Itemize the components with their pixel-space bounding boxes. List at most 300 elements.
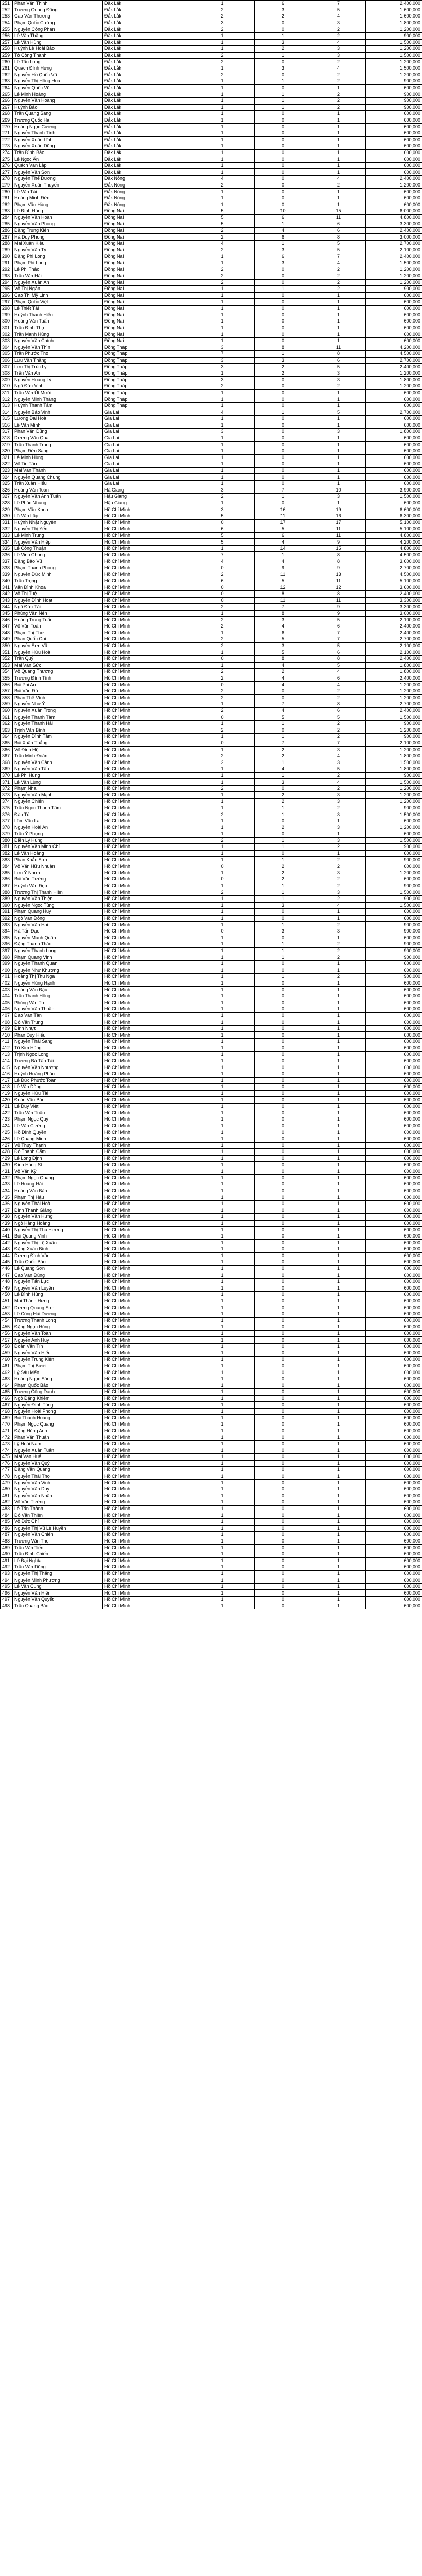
table-row	[1, 1045, 422, 1052]
province-cell: Hồ Chí Minh	[103, 863, 190, 870]
count-a-cell: 1	[190, 1545, 255, 1551]
count-total-cell: 1	[311, 416, 366, 422]
person-name-cell: Trần Đình Chiến	[13, 1551, 103, 1557]
count-a-cell: 2	[190, 26, 255, 33]
amount-cell: 900,000	[366, 772, 422, 779]
table-row	[1, 1207, 422, 1214]
amount-cell: 600,000	[366, 1467, 422, 1473]
table-row	[1, 1324, 422, 1331]
table-row	[1, 1447, 422, 1454]
table-row	[1, 1480, 422, 1486]
row-number-cell: 369	[1, 766, 13, 773]
row-number-cell: 480	[1, 1486, 13, 1493]
count-a-cell: 1	[190, 1350, 255, 1357]
row-number-cell: 378	[1, 824, 13, 831]
row-number-cell: 359	[1, 701, 13, 708]
count-b-cell: 0	[255, 162, 311, 169]
row-number-cell: 280	[1, 189, 13, 195]
count-total-cell: 1	[311, 1155, 366, 1162]
row-number-cell: 438	[1, 1214, 13, 1221]
person-name-cell: Bùi Văn Tường	[13, 876, 103, 883]
count-a-cell: 1	[190, 1402, 255, 1409]
count-a-cell: 1	[190, 1292, 255, 1298]
count-total-cell: 4	[311, 753, 366, 759]
amount-cell: 1,500,000	[366, 811, 422, 818]
person-name-cell: Trần Ngọc Thanh Tâm	[13, 805, 103, 811]
table-row	[1, 1350, 422, 1357]
row-number-cell: 256	[1, 32, 13, 39]
person-name-cell: Phan Duy Hiếu	[13, 1032, 103, 1039]
count-b-cell: 0	[255, 1570, 311, 1577]
count-total-cell: 10	[311, 487, 366, 494]
table-row	[1, 1259, 422, 1266]
person-name-cell: Phạm Thị Bưởi	[13, 1363, 103, 1369]
province-cell: Hồ Chí Minh	[103, 1077, 190, 1084]
count-b-cell: 0	[255, 500, 311, 506]
count-b-cell: 1	[255, 734, 311, 740]
table-row	[1, 1110, 422, 1116]
table-row	[1, 364, 422, 370]
table-row	[1, 1123, 422, 1129]
amount-cell: 600,000	[366, 1103, 422, 1110]
province-cell: Đồng Nai	[103, 260, 190, 266]
count-total-cell: 1	[311, 1382, 366, 1389]
count-a-cell: 1	[190, 1207, 255, 1214]
count-total-cell: 2	[311, 954, 366, 961]
table-row	[1, 720, 422, 727]
province-cell: Đồng Nai	[103, 240, 190, 247]
row-number-cell: 391	[1, 909, 13, 916]
province-cell: Hồ Chí Minh	[103, 883, 190, 889]
row-number-cell: 272	[1, 137, 13, 143]
count-total-cell: 1	[311, 1162, 366, 1168]
table-row	[1, 1116, 422, 1123]
person-name-cell: Hoàng Văn Bản	[13, 1188, 103, 1194]
table-row	[1, 675, 422, 682]
row-number-cell: 345	[1, 610, 13, 617]
amount-cell: 600,000	[366, 1434, 422, 1441]
row-number-cell: 386	[1, 876, 13, 883]
count-b-cell: 0	[255, 1369, 311, 1376]
count-total-cell: 1	[311, 1142, 366, 1149]
province-cell: Hồ Chí Minh	[103, 539, 190, 546]
person-name-cell: Nguyễn Hữu Tài	[13, 1090, 103, 1097]
amount-cell: 900,000	[366, 734, 422, 740]
row-number-cell: 389	[1, 895, 13, 902]
person-name-cell: Phùng Văn Nên	[13, 610, 103, 617]
count-total-cell: 1	[311, 1006, 366, 1013]
province-cell: Đắk Lắk	[103, 72, 190, 78]
amount-cell: 1,800,000	[366, 20, 422, 26]
count-b-cell: 0	[255, 137, 311, 143]
amount-cell: 1,500,000	[366, 260, 422, 266]
table-row	[1, 91, 422, 98]
row-number-cell: 329	[1, 506, 13, 513]
province-cell: Hồ Chí Minh	[103, 1408, 190, 1415]
count-a-cell: 1	[190, 954, 255, 961]
person-name-cell: Điền Lý Hùng	[13, 837, 103, 844]
count-total-cell: 1	[311, 454, 366, 461]
count-total-cell: 1	[311, 1551, 366, 1557]
count-b-cell: 0	[255, 1337, 311, 1344]
province-cell: Hồ Chí Minh	[103, 895, 190, 902]
row-number-cell: 298	[1, 305, 13, 312]
count-b-cell: 3	[255, 902, 311, 909]
count-a-cell: 0	[190, 597, 255, 604]
count-total-cell: 1	[311, 909, 366, 916]
province-cell: Đồng Nai	[103, 331, 190, 338]
row-number-cell: 449	[1, 1285, 13, 1292]
count-a-cell: 1	[190, 1142, 255, 1149]
table-row	[1, 1357, 422, 1363]
count-a-cell: 1	[190, 1337, 255, 1344]
person-name-cell: Nguyễn Xuân Tuấn	[13, 1447, 103, 1454]
count-a-cell: 2	[190, 688, 255, 694]
count-a-cell: 1	[190, 1181, 255, 1188]
count-a-cell: 1	[190, 1415, 255, 1421]
count-b-cell: 0	[255, 429, 311, 435]
row-number-cell: 443	[1, 1246, 13, 1253]
amount-cell: 600,000	[366, 1343, 422, 1350]
person-name-cell: Nguyễn Văn Thuần	[13, 1006, 103, 1013]
person-name-cell: Lê Ngọc Ẩn	[13, 156, 103, 163]
count-a-cell: 1	[190, 1460, 255, 1467]
count-a-cell: 1	[190, 1577, 255, 1584]
amount-cell: 600,000	[366, 1603, 422, 1609]
person-name-cell: Đặng Trung Kiên	[13, 227, 103, 234]
count-a-cell: 1	[190, 1064, 255, 1071]
count-total-cell: 1	[311, 1097, 366, 1104]
province-cell: Hồ Chí Minh	[103, 1343, 190, 1350]
person-name-cell: Nguyễn Xuân Trọng	[13, 707, 103, 714]
table-row	[1, 915, 422, 922]
row-number-cell: 262	[1, 72, 13, 78]
amount-cell: 600,000	[366, 162, 422, 169]
person-name-cell: Đào Văn Tân	[13, 1012, 103, 1019]
count-a-cell: 1	[190, 915, 255, 922]
person-name-cell: Đặng Hùng Anh	[13, 1428, 103, 1434]
table-row	[1, 974, 422, 980]
table-row	[1, 1025, 422, 1032]
count-total-cell: 17	[311, 519, 366, 526]
count-b-cell: 0	[255, 1214, 311, 1221]
count-b-cell: 0	[255, 1240, 311, 1246]
amount-cell: 600,000	[366, 1395, 422, 1402]
count-a-cell: 1	[190, 779, 255, 786]
row-number-cell: 292	[1, 266, 13, 273]
row-number-cell: 395	[1, 935, 13, 941]
count-total-cell: 4	[311, 260, 366, 266]
row-number-cell: 478	[1, 1473, 13, 1480]
count-a-cell: 1	[190, 448, 255, 454]
province-cell: Hồ Chí Minh	[103, 1597, 190, 1603]
count-a-cell: 1	[190, 1525, 255, 1532]
amount-cell: 600,000	[366, 416, 422, 422]
count-b-cell: 1	[255, 889, 311, 896]
count-total-cell: 1	[311, 1252, 366, 1259]
row-number-cell: 486	[1, 1525, 13, 1532]
row-number-cell: 448	[1, 1278, 13, 1285]
table-row	[1, 389, 422, 396]
count-b-cell: 9	[255, 565, 311, 571]
row-number-cell: 322	[1, 461, 13, 468]
amount-cell: 1,500,000	[366, 759, 422, 766]
row-number-cell: 305	[1, 351, 13, 358]
person-name-cell: Nguyễn Hùng Hạnh	[13, 980, 103, 987]
count-b-cell: 0	[255, 337, 311, 344]
row-number-cell: 444	[1, 1252, 13, 1259]
amount-cell: 1,200,000	[366, 870, 422, 876]
count-a-cell: 2	[190, 753, 255, 759]
count-b-cell: 4	[255, 766, 311, 773]
row-number-cell: 336	[1, 552, 13, 558]
count-a-cell: 1	[190, 799, 255, 805]
row-number-cell: 453	[1, 1311, 13, 1317]
province-cell: Hồ Chí Minh	[103, 526, 190, 533]
count-b-cell: 5	[255, 526, 311, 533]
count-a-cell: 2	[190, 889, 255, 896]
count-total-cell: 5	[311, 409, 366, 416]
province-cell: Hồ Chí Minh	[103, 974, 190, 980]
count-a-cell: 2	[190, 182, 255, 189]
row-number-cell: 411	[1, 1039, 13, 1045]
table-row	[1, 1292, 422, 1298]
person-name-cell: Nguyễn Thị Thắng	[13, 1570, 103, 1577]
count-total-cell: 1	[311, 1071, 366, 1077]
province-cell: Hồ Chí Minh	[103, 1136, 190, 1142]
province-cell: Hồ Chí Minh	[103, 1460, 190, 1467]
count-total-cell: 2	[311, 876, 366, 883]
amount-cell: 600,000	[366, 1538, 422, 1545]
count-b-cell: 1	[255, 91, 311, 98]
count-a-cell: 1	[190, 396, 255, 403]
person-name-cell: Huỳnh Thanh Hiếu	[13, 312, 103, 318]
table-row	[1, 753, 422, 759]
province-cell: Đắk Lắk	[103, 91, 190, 98]
amount-cell: 6,600,000	[366, 506, 422, 513]
count-b-cell: 0	[255, 1454, 311, 1461]
count-total-cell: 1	[311, 1447, 366, 1454]
count-total-cell: 1	[311, 850, 366, 857]
amount-cell: 600,000	[366, 461, 422, 468]
count-total-cell: 8	[311, 591, 366, 598]
count-a-cell: 5	[190, 208, 255, 215]
count-b-cell: 0	[255, 1350, 311, 1357]
row-number-cell: 451	[1, 1298, 13, 1304]
row-number-cell: 475	[1, 1454, 13, 1461]
count-total-cell: 1	[311, 1597, 366, 1603]
count-a-cell: 1	[190, 1369, 255, 1376]
row-number-cell: 371	[1, 779, 13, 786]
count-total-cell: 4	[311, 13, 366, 20]
province-cell: Hồ Chí Minh	[103, 727, 190, 734]
table-row	[1, 325, 422, 331]
count-a-cell: 1	[190, 1045, 255, 1052]
person-name-cell: Lê Phúc Nhung	[13, 500, 103, 506]
row-number-cell: 352	[1, 655, 13, 662]
count-total-cell: 1	[311, 1259, 366, 1266]
province-cell: Hồ Chí Minh	[103, 630, 190, 636]
count-total-cell: 1	[311, 935, 366, 941]
amount-cell: 600,000	[366, 1440, 422, 1447]
province-cell: Hồ Chí Minh	[103, 1428, 190, 1434]
table-row	[1, 454, 422, 461]
amount-cell: 600,000	[366, 1006, 422, 1013]
count-b-cell: 2	[255, 863, 311, 870]
table-row	[1, 1246, 422, 1253]
count-b-cell: 1	[255, 78, 311, 85]
count-a-cell: 1	[190, 1110, 255, 1116]
province-cell: Đắk Lắk	[103, 1, 190, 7]
table-row	[1, 987, 422, 993]
province-cell: Hồ Chí Minh	[103, 1440, 190, 1447]
province-cell: Hồ Chí Minh	[103, 565, 190, 571]
row-number-cell: 372	[1, 785, 13, 792]
count-a-cell: 1	[190, 1278, 255, 1285]
province-cell: Hồ Chí Minh	[103, 747, 190, 753]
count-a-cell: 1	[190, 130, 255, 137]
province-cell: Hồ Chí Minh	[103, 1045, 190, 1052]
amount-cell: 600,000	[366, 1298, 422, 1304]
count-b-cell: 3	[255, 260, 311, 266]
person-name-cell: Huỳnh Văn Đẹp	[13, 883, 103, 889]
count-total-cell: 11	[311, 532, 366, 539]
count-a-cell: 3	[190, 357, 255, 364]
amount-cell: 5,100,000	[366, 578, 422, 584]
count-total-cell: 2	[311, 273, 366, 279]
row-number-cell: 491	[1, 1557, 13, 1564]
row-number-cell: 406	[1, 1006, 13, 1013]
province-cell: Hồ Chí Minh	[103, 1557, 190, 1564]
province-cell: Gia Lai	[103, 474, 190, 481]
count-a-cell: 1	[190, 91, 255, 98]
amount-cell: 600,000	[366, 1025, 422, 1032]
province-cell: Đồng Nai	[103, 221, 190, 228]
count-total-cell: 1	[311, 1278, 366, 1285]
table-row	[1, 1019, 422, 1026]
row-number-cell: 380	[1, 837, 13, 844]
amount-cell: 600,000	[366, 318, 422, 325]
person-name-cell: Lê Minh Hoàng	[13, 91, 103, 98]
table-row	[1, 688, 422, 694]
row-number-cell: 375	[1, 805, 13, 811]
count-a-cell: 2	[190, 837, 255, 844]
province-cell: Hồ Chí Minh	[103, 662, 190, 669]
row-number-cell: 377	[1, 818, 13, 824]
row-number-cell: 363	[1, 727, 13, 734]
person-name-cell: Lê Văn Cung	[13, 1583, 103, 1590]
count-b-cell: 0	[255, 1252, 311, 1259]
count-a-cell: 1	[190, 1357, 255, 1363]
amount-cell: 600,000	[366, 915, 422, 922]
amount-cell: 2,700,000	[366, 409, 422, 416]
amount-cell: 600,000	[366, 1447, 422, 1454]
person-name-cell: Phạm Ngọc Quang	[13, 1175, 103, 1181]
person-name-cell: Huỳnh Nhật Nguyên	[13, 519, 103, 526]
province-cell: Hồ Chí Minh	[103, 1194, 190, 1201]
count-b-cell: 0	[255, 1376, 311, 1382]
province-cell: Gia Lai	[103, 480, 190, 487]
table-row	[1, 1428, 422, 1434]
person-name-cell: Nguyễn Minh Phương	[13, 1577, 103, 1584]
amount-cell: 600,000	[366, 1499, 422, 1506]
person-name-cell: Phạm Thị Hậu	[13, 1194, 103, 1201]
row-number-cell: 440	[1, 1227, 13, 1233]
table-row	[1, 396, 422, 403]
amount-cell: 600,000	[366, 1155, 422, 1162]
table-row	[1, 247, 422, 253]
table-row	[1, 1557, 422, 1564]
row-number-cell: 473	[1, 1440, 13, 1447]
count-a-cell: 1	[190, 1330, 255, 1337]
amount-cell: 600,000	[366, 1402, 422, 1409]
row-number-cell: 424	[1, 1123, 13, 1129]
count-total-cell: 6	[311, 649, 366, 656]
province-cell: Hồ Chí Minh	[103, 1025, 190, 1032]
count-total-cell: 2	[311, 91, 366, 98]
row-number-cell: 295	[1, 286, 13, 293]
count-total-cell: 5	[311, 247, 366, 253]
person-name-cell: Lê Văn Cường	[13, 1123, 103, 1129]
amount-cell: 600,000	[366, 1175, 422, 1181]
province-cell: Hậu Giang	[103, 494, 190, 500]
amount-cell: 3,600,000	[366, 584, 422, 591]
person-name-cell: Lương Đại Hoà	[13, 416, 103, 422]
count-total-cell: 1	[311, 993, 366, 999]
table-row	[1, 78, 422, 85]
province-cell: Hồ Chí Minh	[103, 1577, 190, 1584]
person-name-cell: Dương Văn Qua	[13, 435, 103, 442]
count-total-cell: 1	[311, 1467, 366, 1473]
count-b-cell: 1	[255, 895, 311, 902]
count-a-cell: 2	[190, 266, 255, 273]
table-row	[1, 467, 422, 474]
table-row	[1, 279, 422, 286]
count-b-cell: 4	[255, 539, 311, 546]
province-cell: Đắk Lắk	[103, 130, 190, 137]
province-cell: Hồ Chí Minh	[103, 682, 190, 688]
amount-cell: 600,000	[366, 292, 422, 299]
person-name-cell: Trương Công Danh	[13, 1389, 103, 1396]
person-name-cell: Phạm Nha	[13, 785, 103, 792]
count-a-cell: 1	[190, 143, 255, 150]
amount-cell: 600,000	[366, 1577, 422, 1584]
province-cell: Hồ Chí Minh	[103, 1421, 190, 1428]
count-b-cell: 0	[255, 909, 311, 916]
row-number-cell: 299	[1, 312, 13, 318]
amount-cell: 2,400,000	[366, 1, 422, 7]
amount-cell: 600,000	[366, 1077, 422, 1084]
amount-cell: 1,200,000	[366, 182, 422, 189]
table-row	[1, 337, 422, 344]
table-row	[1, 1454, 422, 1461]
count-b-cell: 0	[255, 1116, 311, 1123]
person-name-cell: Nguyễn Trung Kiên	[13, 1357, 103, 1363]
count-total-cell: 1	[311, 1512, 366, 1519]
count-b-cell: 0	[255, 1194, 311, 1201]
person-name-cell: Hoàng Văn Đậu	[13, 987, 103, 993]
amount-cell: 600,000	[366, 1350, 422, 1357]
amount-cell: 600,000	[366, 831, 422, 838]
amount-cell: 4,200,000	[366, 539, 422, 546]
count-b-cell: 1	[255, 240, 311, 247]
count-total-cell: 1	[311, 305, 366, 312]
person-name-cell: Nguyễn Văn Chiến	[13, 1532, 103, 1538]
count-total-cell: 1	[311, 1525, 366, 1532]
person-name-cell: Huỳnh Lê Hoài Bảo	[13, 46, 103, 53]
count-total-cell: 1	[311, 1123, 366, 1129]
table-row	[1, 182, 422, 189]
